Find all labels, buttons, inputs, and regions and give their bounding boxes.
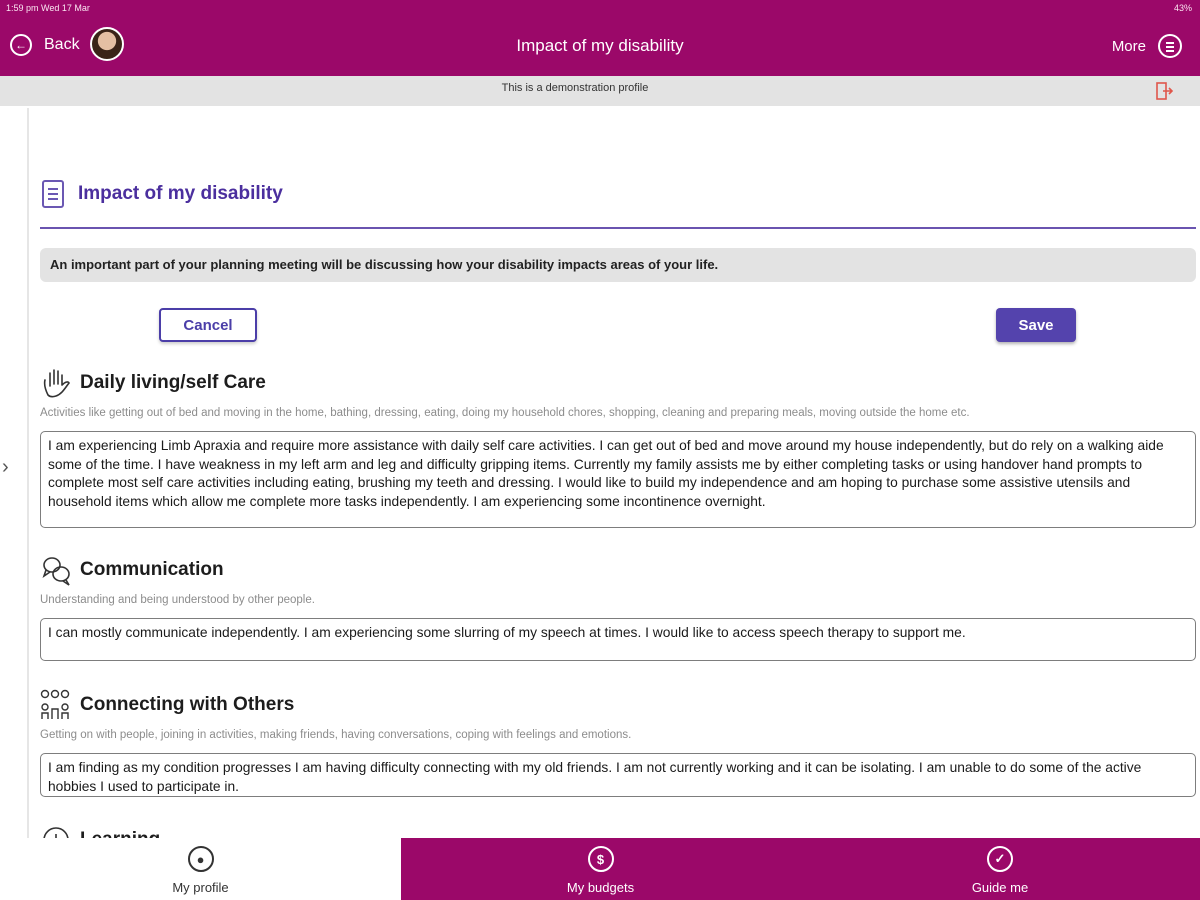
demo-banner-text: This is a demonstration profile [501,82,649,94]
category-title: Communication [80,559,224,580]
category-title: Daily living/self Care [80,372,266,393]
page-title: Impact of my disability [516,36,684,55]
category-header [40,689,1198,721]
save-button[interactable]: Save [996,308,1076,342]
category-header [40,367,1198,399]
cancel-button[interactable]: Cancel [159,308,257,342]
category-communication [40,554,1198,661]
menu-icon [1158,34,1182,58]
exit-icon[interactable] [1156,81,1174,101]
document-icon [42,180,64,208]
category-daily-living [40,367,1198,528]
battery-status: 43% [1173,3,1192,13]
tab-label: Guide me [971,880,1029,895]
tab-label: My budgets [566,880,635,895]
category-description: Understanding and being understood by other people. [40,594,315,606]
status-time: 1:59 pm Wed 17 Mar [6,3,90,13]
tab-guide-me[interactable] [800,838,1200,900]
people-group-icon [40,689,74,721]
tab-my-budgets[interactable] [401,838,800,900]
dollar-icon: $ [588,846,614,872]
back-label: Back [44,36,80,53]
top-bar [0,0,1200,76]
more-label: More [1111,37,1146,55]
category-title: Connecting with Others [80,694,295,715]
main-content [38,108,1198,838]
intro-text: An important part of your planning meeting will be discussing how your disability impacts areas of your life. [40,248,1196,282]
communication-textarea[interactable]: I can mostly communicate independently. I am experiencing some slurring of my speech at times. I would like to access speech therapy to support me. [40,618,1196,661]
back-arrow-icon: ← [10,34,32,56]
connecting-textarea[interactable]: I am finding as my condition progresses I am having difficulty connecting with my old friends. I am not currently working and it can be isolating. I am unable to do some of the active hobbies I used to participate in. [40,753,1196,797]
category-description: Activities like getting out of bed and moving in the home, bathing, dressing, eating, doing my household chores, shopping, cleaning and preparing meals, moving outside the home etc. [40,407,970,419]
sidebar-divider [27,108,29,838]
tab-my-profile[interactable] [0,838,401,900]
section-title: Impact of my disability [78,183,283,204]
hand-icon [40,367,74,399]
section-divider [40,227,1196,229]
speech-bubbles-icon [40,554,74,586]
category-header [40,554,1198,586]
daily-living-textarea[interactable]: I am experiencing Limb Apraxia and require more assistance with daily self care activities. I can get out of bed and move around my house independently, but do rely on a walking aide some of the time. I have weakness in my left arm and leg and difficulty gripping items. Currently my family assists me by either completing tasks or using handover hand prompts to complete most self care activities including eating, brushing my teeth and dressing. I would like to build my independence and am hoping to purchase some assistive utensils and household items which allow me complete more tasks independently. I am experiencing some incontinence overnight. [40,431,1196,528]
check-icon: ✓ [987,846,1013,872]
category-connecting [40,689,1198,797]
bottom-nav [0,838,1200,900]
status-bar [0,0,1200,18]
more-button[interactable] [1112,34,1182,58]
demo-banner [0,76,1200,106]
section-header [42,180,283,208]
tab-label: My profile [172,880,229,895]
category-description: Getting on with people, joining in activities, making friends, having conversations, coping with feelings and emotions. [40,729,632,741]
sidebar-expand-icon[interactable]: › [2,456,9,478]
person-icon: ● [188,846,214,872]
